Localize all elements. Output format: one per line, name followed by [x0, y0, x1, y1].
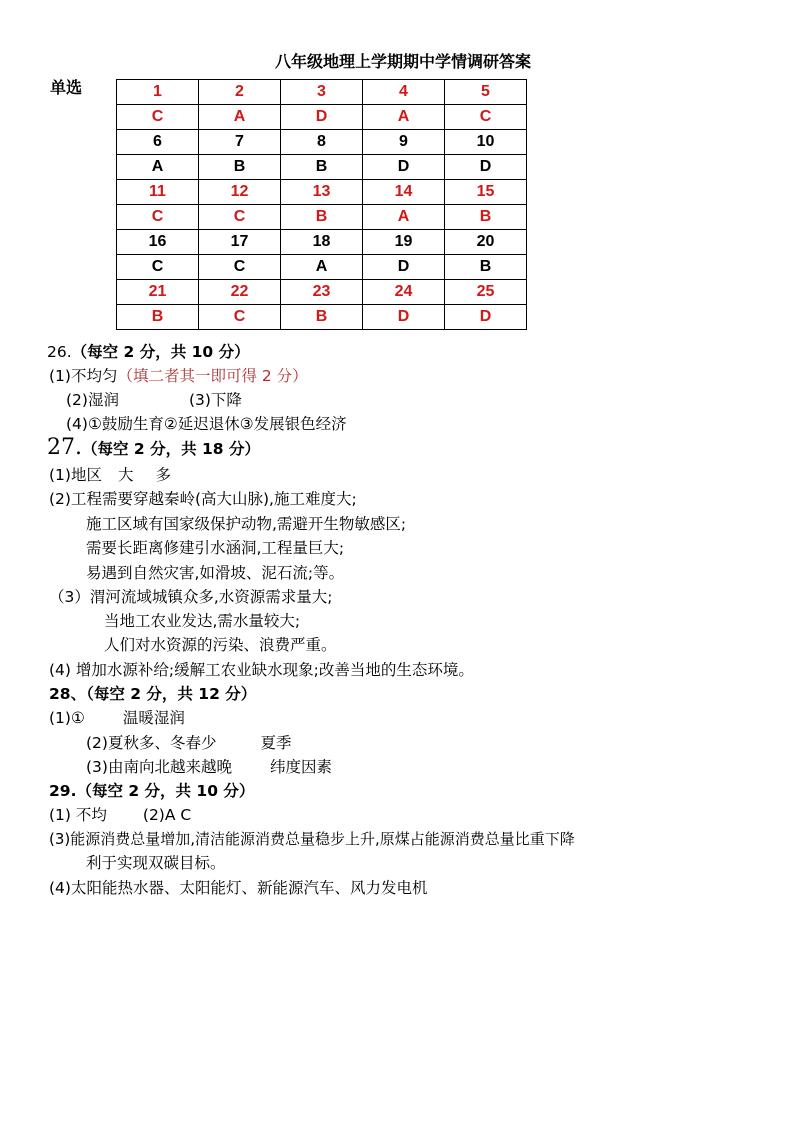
answer-cell: D: [363, 305, 445, 330]
question-number-cell: 2: [199, 80, 281, 105]
answer-cell: A: [117, 155, 199, 180]
question-number-cell: 18: [281, 230, 363, 255]
answer-row: [117, 305, 527, 330]
answer-cell: B: [445, 255, 527, 280]
answer-cell: D: [445, 155, 527, 180]
q29-answer-1: (1) 不均: [49, 806, 107, 824]
answer-row: [117, 105, 527, 130]
q27-line-7: 当地工农业发达,需水量较大;: [104, 612, 301, 630]
question-number-cell: 22: [199, 280, 281, 305]
answer-cell: A: [363, 205, 445, 230]
q28-line-2: [86, 733, 291, 753]
q28-answer-1a: (1)①: [49, 709, 85, 727]
q27-line-1: [49, 465, 171, 485]
q27-line-4: 需要长距离修建引水涵洞,工程量巨大;: [86, 539, 345, 557]
q29-line-1: [49, 805, 191, 825]
question-number-cell: 19: [363, 230, 445, 255]
question-number-cell: 16: [117, 230, 199, 255]
answer-cell: B: [281, 305, 363, 330]
q29-line-4: (4)太阳能热水器、太阳能灯、新能源汽车、风力发电机: [49, 879, 428, 897]
question-number-cell: 24: [363, 280, 445, 305]
q29-line-3: 利于实现双碳目标。: [86, 854, 226, 872]
q28-line-3: [86, 757, 332, 777]
question-number-cell: 15: [445, 180, 527, 205]
question-number-cell: 8: [281, 130, 363, 155]
question-number-cell: 5: [445, 80, 527, 105]
answer-cell: D: [281, 105, 363, 130]
answer-cell: C: [199, 305, 281, 330]
answer-cell: B: [281, 155, 363, 180]
q27-line-6: （3）渭河流域城镇众多,水资源需求量大;: [49, 588, 333, 606]
question-number-cell: 13: [281, 180, 363, 205]
q29-line-2: (3)能源消费总量增加,清洁能源消费总量稳步上升,原煤占能源消费总量比重下降: [49, 830, 575, 848]
question-number-cell: 1: [117, 80, 199, 105]
q26-note: （填二者其一即可得 2 分）: [117, 367, 308, 385]
q28-answer-3b: 纬度因素: [269, 758, 332, 776]
question-number-cell: 6: [117, 130, 199, 155]
question-number-row: [117, 280, 527, 305]
answer-table: [116, 79, 527, 330]
q27-header: [47, 435, 260, 460]
q28-answer-2a: (2)夏秋多、冬春少: [86, 734, 217, 752]
q27-line-8: 人们对水资源的污染、浪费严重。: [104, 636, 337, 654]
answer-cell: D: [363, 155, 445, 180]
question-number-cell: 7: [199, 130, 281, 155]
answer-row: [117, 205, 527, 230]
question-number-row: [117, 80, 527, 105]
q28-header: 28、（每空 2 分，共 12 分）: [49, 685, 257, 703]
question-number-cell: 9: [363, 130, 445, 155]
q26-number: 26.: [47, 343, 72, 361]
q28-answer-2b: 夏季: [260, 734, 292, 752]
q26-line-2: [66, 390, 242, 410]
answer-row: [117, 255, 527, 280]
answer-cell: A: [363, 105, 445, 130]
q27-score: （每空 2 分，共 18 分）: [82, 440, 260, 458]
q26-answer-2: (2)湿润: [66, 391, 119, 409]
question-number-cell: 17: [199, 230, 281, 255]
q27-answer-1a: (1)地区: [49, 466, 102, 484]
answer-cell: D: [445, 305, 527, 330]
answer-cell: C: [199, 255, 281, 280]
question-number-cell: 12: [199, 180, 281, 205]
answer-cell: C: [117, 255, 199, 280]
answer-cell: B: [281, 205, 363, 230]
answer-cell: C: [445, 105, 527, 130]
q27-answer-1b: 大: [117, 466, 134, 484]
q27-line-3: 施工区域有国家级保护动物,需避开生物敏感区;: [86, 515, 407, 533]
question-number-row: [117, 130, 527, 155]
q27-line-9: (4) 增加水源补给;缓解工农业缺水现象;改善当地的生态环境。: [49, 661, 474, 679]
question-number-cell: 10: [445, 130, 527, 155]
question-number-cell: 11: [117, 180, 199, 205]
q29-answer-2: (2)A C: [142, 806, 192, 824]
answer-row: [117, 155, 527, 180]
q27-answer-1c: 多: [155, 466, 171, 484]
answer-cell: D: [363, 255, 445, 280]
q28-answer-3a: (3)由南向北越来越晚: [86, 758, 232, 776]
answer-cell: B: [199, 155, 281, 180]
single-choice-label: 单选: [50, 78, 83, 97]
answer-cell: B: [445, 205, 527, 230]
question-number-cell: 21: [117, 280, 199, 305]
answer-cell: C: [117, 205, 199, 230]
q27-line-5: 易遇到自然灾害,如滑坡、泥石流;等。: [86, 564, 345, 582]
answer-cell: B: [117, 305, 199, 330]
answer-cell: A: [199, 105, 281, 130]
question-number-cell: 23: [281, 280, 363, 305]
question-number-cell: 20: [445, 230, 527, 255]
answer-cell: A: [281, 255, 363, 280]
answer-cell: C: [199, 205, 281, 230]
question-number-cell: 25: [445, 280, 527, 305]
q26-score: （每空 2 分，共 10 分）: [71, 343, 250, 361]
q27-line-2: (2)工程需要穿越秦岭(高大山脉),施工难度大;: [49, 490, 357, 508]
q26-answer-3: (3)下降: [188, 391, 242, 409]
q26-answer-1: (1)不均匀: [49, 367, 118, 385]
q26-header: [47, 342, 250, 362]
question-number-cell: 4: [363, 80, 445, 105]
question-number-row: [117, 180, 527, 205]
question-number-cell: 14: [363, 180, 445, 205]
q26-line-3: (4)①鼓励生育②延迟退休③发展银色经济: [66, 415, 347, 433]
question-number-cell: 3: [281, 80, 363, 105]
q27-number: 27.: [47, 435, 82, 460]
q28-answer-1b: 温暖湿润: [122, 709, 185, 727]
q26-line-1: [49, 366, 308, 386]
q29-header: 29.（每空 2 分，共 10 分）: [49, 782, 255, 800]
q28-line-1: [49, 708, 185, 728]
document-title: 八年级地理上学期期中学情调研答案: [274, 52, 531, 71]
question-number-row: [117, 230, 527, 255]
answer-cell: C: [117, 105, 199, 130]
